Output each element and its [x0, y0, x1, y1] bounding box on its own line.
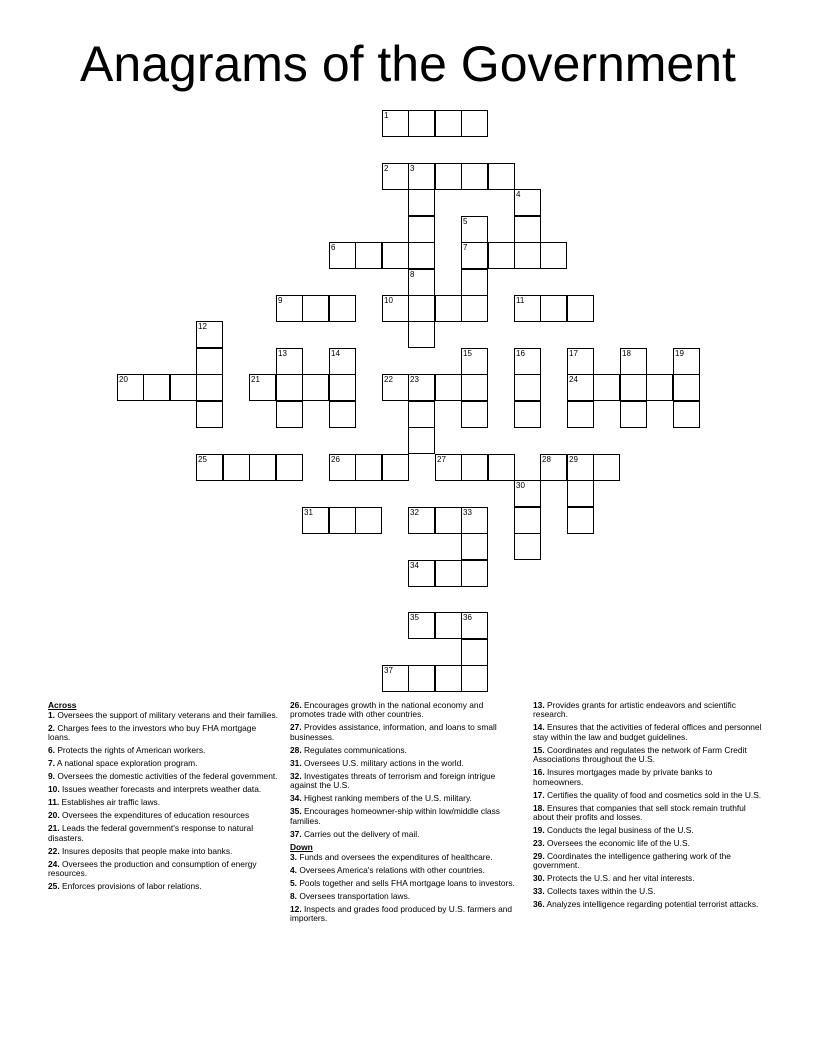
cell-number: 33 — [463, 508, 472, 517]
clue-number: 6. — [48, 745, 55, 756]
clue-item: 10. Issues weather forecasts and interprets weather data. — [48, 784, 262, 795]
grid-cell[interactable] — [514, 295, 541, 322]
clue-number: 15. — [533, 744, 545, 755]
cell-number: 31 — [304, 508, 313, 517]
clue-number: 18. — [533, 802, 545, 813]
grid-cell[interactable] — [514, 533, 541, 560]
cell-number: 29 — [569, 455, 578, 464]
clue-number: 12. — [290, 903, 302, 914]
grid-cell[interactable] — [170, 374, 197, 401]
grid-cell[interactable] — [435, 110, 462, 137]
grid-cell[interactable] — [408, 560, 435, 587]
clue-number: 31. — [290, 757, 302, 768]
grid-cell[interactable] — [488, 163, 515, 190]
grid-cell[interactable] — [567, 401, 594, 428]
clue-number: 33. — [533, 886, 545, 897]
grid-cell[interactable] — [435, 295, 462, 322]
clue-item: 25. Enforces provisions of labor relations. — [48, 881, 202, 892]
grid-cell[interactable] — [514, 480, 541, 507]
grid-cell[interactable] — [567, 348, 594, 375]
clue-number: 7. — [48, 758, 55, 769]
clue-item: 8. Oversees transportation laws. — [290, 890, 411, 901]
grid-cell[interactable] — [408, 189, 435, 216]
grid-cell[interactable] — [117, 374, 144, 401]
clue-number: 8. — [290, 890, 297, 901]
grid-cell[interactable] — [249, 454, 276, 481]
clue-item: 29. Coordinates the intelligence gathering work of the government. — [533, 851, 731, 871]
grid-cell[interactable] — [302, 295, 329, 322]
cell-number: 20 — [119, 375, 128, 384]
clue-number: 34. — [290, 793, 302, 804]
clue-number: 5. — [290, 877, 297, 888]
cell-number: 18 — [622, 349, 631, 358]
grid-cell[interactable] — [329, 374, 356, 401]
grid-cell[interactable] — [514, 242, 541, 269]
grid-cell[interactable] — [276, 454, 303, 481]
grid-cell[interactable] — [276, 374, 303, 401]
clue-item: 7. A national space exploration program. — [48, 758, 198, 769]
clue-item: 31. Oversees U.S. military actions in the world. — [290, 757, 464, 768]
grid-cell[interactable] — [408, 321, 435, 348]
grid-cell[interactable] — [435, 507, 462, 534]
cell-number: 25 — [198, 455, 207, 464]
grid-cell[interactable] — [435, 665, 462, 692]
grid-cell[interactable] — [646, 374, 673, 401]
grid-cell[interactable] — [514, 216, 541, 243]
cell-number: 37 — [384, 666, 393, 675]
grid-cell[interactable] — [514, 507, 541, 534]
grid-cell[interactable] — [408, 612, 435, 639]
cell-number: 2 — [384, 164, 389, 173]
cell-number: 34 — [410, 561, 419, 570]
clue-number: 32. — [290, 770, 302, 781]
clue-item: 28. Regulates communications. — [290, 744, 407, 755]
grid-cell[interactable] — [408, 374, 435, 401]
clue-column-2 — [290, 701, 520, 927]
cell-number: 19 — [675, 349, 684, 358]
clue-item: 16. Insures mortgages made by private banks to homeowners. — [533, 767, 713, 787]
grid-cell[interactable] — [567, 480, 594, 507]
clue-item: 33. Collects taxes within the U.S. — [533, 886, 656, 897]
grid-cell[interactable] — [540, 242, 567, 269]
cell-number: 6 — [331, 243, 336, 252]
clue-number: 21. — [48, 823, 60, 834]
grid-cell[interactable] — [329, 401, 356, 428]
cell-number: 26 — [331, 455, 340, 464]
cell-number: 1 — [384, 111, 389, 120]
clue-item: 1. Oversees the support of military veterans and their families. — [48, 709, 278, 720]
grid-cell[interactable] — [329, 507, 356, 534]
clue-item: 6. Protects the rights of American workers. — [48, 745, 206, 756]
grid-cell[interactable] — [408, 242, 435, 269]
grid-cell[interactable] — [673, 348, 700, 375]
grid-cell[interactable] — [196, 401, 223, 428]
clue-item: 37. Carries out the delivery of mail. — [290, 828, 420, 839]
clue-item: 20. Oversees the expenditures of education resources — [48, 810, 250, 821]
clue-item: 26. Encourages growth in the national economy and promotes trade with other countries. — [290, 700, 484, 720]
cell-number: 16 — [516, 349, 525, 358]
grid-cell[interactable] — [567, 507, 594, 534]
cell-number: 15 — [463, 349, 472, 358]
clue-number: 37. — [290, 828, 302, 839]
clue-item: 12. Inspects and grades food produced by U.S. farmers and importers. — [290, 903, 513, 923]
grid-cell[interactable] — [382, 454, 409, 481]
cell-number: 11 — [516, 296, 525, 305]
clue-section-heading: Down — [290, 841, 313, 852]
grid-cell[interactable] — [435, 454, 462, 481]
grid-cell[interactable] — [461, 639, 488, 666]
clue-item: 14. Ensures that the activities of federal offices and personnel stay within the law and budget guidelines. — [533, 722, 762, 742]
grid-cell[interactable] — [593, 374, 620, 401]
grid-cell[interactable] — [196, 374, 223, 401]
clue-number: 20. — [48, 810, 60, 821]
clue-column-1 — [48, 701, 278, 895]
clue-column-3 — [533, 701, 763, 913]
clue-number: 36. — [533, 899, 545, 910]
grid-cell[interactable] — [382, 242, 409, 269]
grid-cell[interactable] — [514, 401, 541, 428]
grid-cell[interactable] — [620, 348, 647, 375]
grid-cell[interactable] — [355, 454, 382, 481]
clue-item: 5. Pools together and sells FHA mortgage loans to investors. — [290, 877, 515, 888]
grid-cell[interactable] — [620, 401, 647, 428]
cell-number: 10 — [384, 296, 393, 305]
grid-cell[interactable] — [329, 295, 356, 322]
cell-number: 4 — [516, 190, 521, 199]
grid-cell[interactable] — [461, 507, 488, 534]
clue-item: 27. Provides assistance, information, and loans to small businesses. — [290, 722, 497, 742]
grid-cell[interactable] — [461, 242, 488, 269]
clue-number: 3. — [290, 851, 297, 862]
grid-cell[interactable] — [673, 374, 700, 401]
grid-cell[interactable] — [461, 163, 488, 190]
cell-number: 7 — [463, 243, 468, 252]
grid-cell[interactable] — [408, 665, 435, 692]
grid-cell[interactable] — [329, 454, 356, 481]
cell-number: 12 — [198, 322, 207, 331]
grid-cell[interactable] — [382, 665, 409, 692]
grid-cell[interactable] — [461, 401, 488, 428]
clue-item: 2. Charges fees to the investors who buy FHA mortgage loans. — [48, 722, 257, 743]
clue-number: 1. — [48, 709, 55, 720]
grid-cell[interactable] — [276, 401, 303, 428]
grid-cell[interactable] — [461, 454, 488, 481]
cell-number: 36 — [463, 613, 472, 622]
clue-number: 24. — [48, 858, 60, 869]
cell-number: 30 — [516, 481, 525, 490]
grid-cell[interactable] — [408, 507, 435, 534]
clue-item: 35. Encourages homeowner-ship within low/middle class families. — [290, 806, 500, 826]
clue-number: 22. — [48, 845, 60, 856]
clue-item: 36. Analyzes intelligence regarding potential terrorist attacks. — [533, 899, 759, 910]
grid-cell[interactable] — [355, 242, 382, 269]
grid-cell[interactable] — [329, 242, 356, 269]
clue-number: 10. — [48, 784, 60, 795]
cell-number: 27 — [437, 455, 446, 464]
grid-cell[interactable] — [461, 374, 488, 401]
clue-item: 21. Leads the federal government's response to natural disasters. — [48, 823, 254, 843]
clue-item: 23. Oversees the economic life of the U.S. — [533, 838, 690, 849]
grid-cell[interactable] — [143, 374, 170, 401]
grid-cell[interactable] — [514, 348, 541, 375]
clue-number: 2. — [48, 722, 55, 733]
grid-cell[interactable] — [408, 110, 435, 137]
grid-cell[interactable] — [408, 163, 435, 190]
grid-cell[interactable] — [196, 321, 223, 348]
clue-item: 4. Oversees America's relations with other countries. — [290, 864, 485, 875]
clue-item: 11. Establishes air traffic laws. — [48, 797, 161, 808]
grid-cell[interactable] — [408, 401, 435, 428]
grid-cell[interactable] — [382, 295, 409, 322]
clue-item: 9. Oversees the domestic activities of the federal government. — [48, 771, 278, 782]
grid-cell[interactable] — [355, 507, 382, 534]
cell-number: 21 — [251, 375, 260, 384]
grid-cell[interactable] — [196, 348, 223, 375]
clue-number: 9. — [48, 771, 55, 782]
grid-cell[interactable] — [461, 110, 488, 137]
grid-cell[interactable] — [540, 454, 567, 481]
cell-number: 13 — [278, 349, 287, 358]
cell-number: 22 — [384, 375, 393, 384]
clue-number: 11. — [48, 797, 60, 808]
clue-item: 18. Ensures that companies that sell stock remain truthful about their profits and losses. — [533, 802, 746, 823]
cell-number: 9 — [278, 296, 283, 305]
clue-item: 13. Provides grants for artistic endeavors and scientific research. — [533, 700, 736, 720]
clue-number: 30. — [533, 873, 545, 884]
grid-cell[interactable] — [461, 216, 488, 243]
grid-cell[interactable] — [249, 374, 276, 401]
clue-number: 13. — [533, 700, 545, 710]
grid-cell[interactable] — [567, 454, 594, 481]
grid-cell[interactable] — [567, 374, 594, 401]
grid-cell[interactable] — [435, 163, 462, 190]
grid-cell[interactable] — [488, 242, 515, 269]
clue-item: 30. Protects the U.S. and her vital interests. — [533, 873, 695, 884]
grid-cell[interactable] — [382, 163, 409, 190]
grid-cell[interactable] — [593, 454, 620, 481]
grid-cell[interactable] — [461, 533, 488, 560]
clue-item: 24. Oversees the production and consumption of energy resources. — [48, 858, 257, 879]
grid-cell[interactable] — [488, 454, 515, 481]
grid-cell[interactable] — [329, 348, 356, 375]
clue-number: 23. — [533, 838, 545, 849]
clue-item: 22. Insures deposits that people make into banks. — [48, 845, 233, 856]
grid-cell[interactable] — [408, 295, 435, 322]
cell-number: 24 — [569, 375, 578, 384]
cell-number: 3 — [410, 164, 415, 173]
grid-cell[interactable] — [673, 401, 700, 428]
grid-cell[interactable] — [461, 348, 488, 375]
grid-cell[interactable] — [408, 216, 435, 243]
cell-number: 35 — [410, 613, 419, 622]
grid-cell[interactable] — [435, 374, 462, 401]
grid-cell[interactable] — [382, 374, 409, 401]
clue-number: 29. — [533, 851, 545, 862]
clue-item: 3. Funds and oversees the expenditures of healthcare. — [290, 851, 493, 862]
clue-number: 28. — [290, 744, 302, 755]
grid-cell[interactable] — [408, 269, 435, 296]
clue-section-heading: Across — [48, 700, 77, 710]
clue-number: 14. — [533, 722, 545, 733]
grid-cell[interactable] — [435, 560, 462, 587]
grid-cell[interactable] — [302, 507, 329, 534]
cell-number: 32 — [410, 508, 419, 517]
cell-number: 8 — [410, 270, 415, 279]
clue-number: 27. — [290, 722, 302, 733]
grid-cell[interactable] — [514, 189, 541, 216]
grid-cell[interactable] — [276, 295, 303, 322]
grid-cell[interactable] — [514, 374, 541, 401]
clue-number: 16. — [533, 767, 545, 778]
cell-number: 14 — [331, 349, 340, 358]
cell-number: 5 — [463, 217, 468, 226]
grid-cell[interactable] — [276, 348, 303, 375]
clue-item: 32. Investigates threats of terrorism and foreign intrigue against the U.S. — [290, 770, 496, 791]
clue-item: 34. Highest ranking members of the U.S. military. — [290, 793, 472, 804]
grid-cell[interactable] — [196, 454, 223, 481]
grid-cell[interactable] — [461, 560, 488, 587]
grid-cell[interactable] — [540, 295, 567, 322]
grid-cell[interactable] — [408, 427, 435, 454]
cell-number: 23 — [410, 375, 419, 384]
clue-item: 15. Coordinates and regulates the network of Farm Credit Associations throughout the U.S. — [533, 744, 747, 765]
cell-number: 28 — [542, 455, 551, 464]
cell-number: 17 — [569, 349, 578, 358]
grid-cell[interactable] — [461, 295, 488, 322]
grid-cell[interactable] — [461, 269, 488, 296]
grid-cell[interactable] — [461, 665, 488, 692]
clue-item: 19. Conducts the legal business of the U.S. — [533, 825, 694, 836]
grid-cell[interactable] — [223, 454, 250, 481]
grid-cell[interactable] — [620, 374, 647, 401]
clue-number: 19. — [533, 825, 545, 836]
grid-cell[interactable] — [435, 612, 462, 639]
grid-cell[interactable] — [302, 374, 329, 401]
grid-cell[interactable] — [567, 295, 594, 322]
clue-number: 4. — [290, 864, 297, 875]
clue-number: 35. — [290, 806, 302, 817]
puzzle-title: Anagrams of the Government — [80, 36, 736, 92]
clue-number: 17. — [533, 789, 545, 800]
grid-cell[interactable] — [461, 612, 488, 639]
clue-item: 17. Certifies the quality of food and cosmetics sold in the U.S. — [533, 789, 762, 800]
clue-number: 26. — [290, 700, 302, 710]
clue-number: 25. — [48, 881, 60, 892]
grid-cell[interactable] — [382, 110, 409, 137]
